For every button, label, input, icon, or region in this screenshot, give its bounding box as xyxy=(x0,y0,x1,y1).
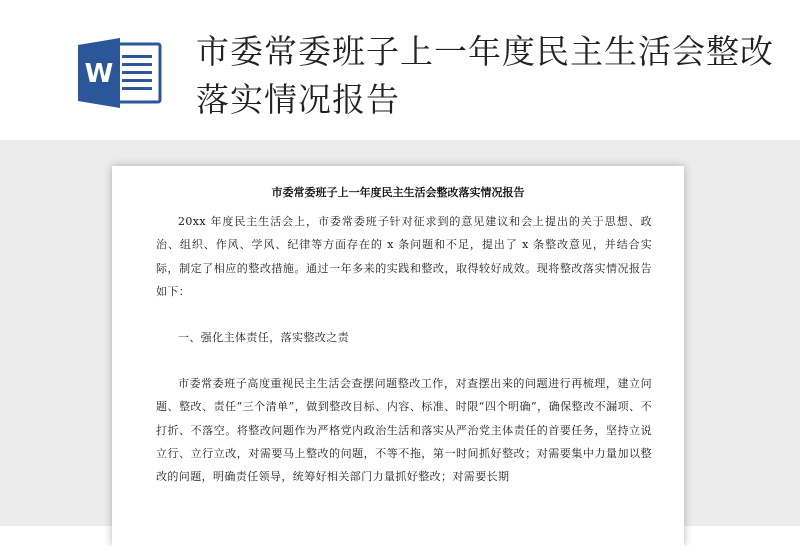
header xyxy=(0,0,800,140)
document-paragraph: 市委常委班子高度重视民主生活会查摆问题整改工作，对查摆出来的问题进行再梳理，建立问题、整改、责任“三个清单”，做到整改目标、内容、标准、时限“四个明确”，确保整改不漏项、不打折、不落空。将整改问题作为严格党内政治生活和落实从严治党主体责任的首要任务，坚持立说立行、立行立改，对需要马上整改的问题，不等不拖，第一时间抓好整改；对需要集中力量加以整改的问题，明确责任领导，统筹好相关部门力量抓好整改；对需要长期 xyxy=(156,377,652,484)
word-document-icon xyxy=(78,36,166,110)
document-section-heading: 一、强化主体责任，落实整改之责 xyxy=(178,331,349,344)
document-page xyxy=(112,166,684,546)
page-title: 市委常委班子上一年度民主生活会整改落实情况报告 xyxy=(196,32,774,119)
word-icon-letter: W xyxy=(84,59,114,89)
document-paragraph: 20xx 年度民主生活会上，市委常委班子针对征求到的意见建议和会上提出的关于思想、政治、组织、作风、学风、纪律等方面存在的 x 条问题和不足，提出了 x 条整改意见，并结合实际，制定了相应的整改措施。通过一年多来的实践和整改，取得较好成效。现将整改落实情况报告如下： xyxy=(156,215,652,298)
document-title: 市委常委班子上一年度民主生活会整改落实情况报告 xyxy=(271,186,525,199)
